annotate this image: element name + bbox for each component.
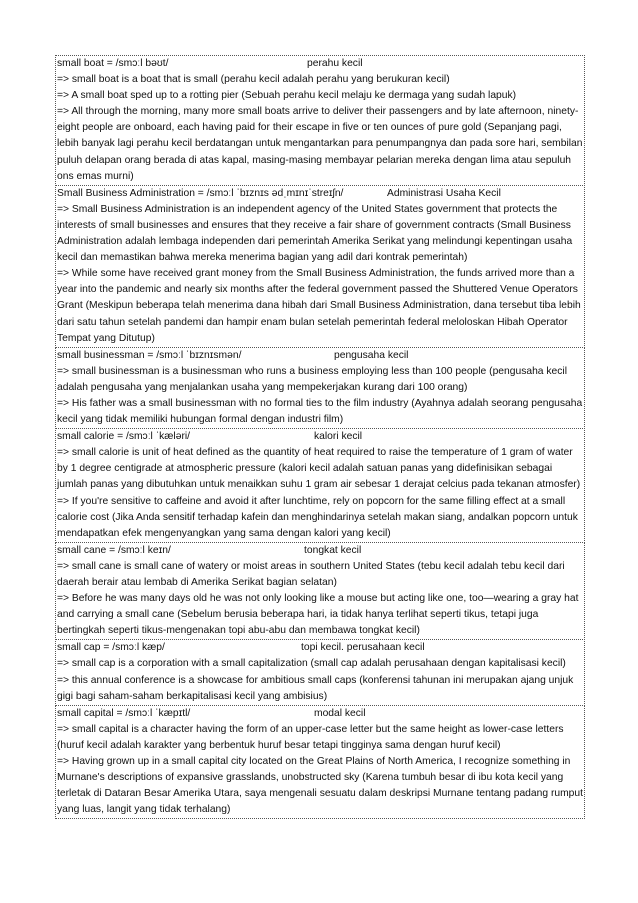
headword-pronunciation: small cane = /smɔːl keɪn/ (57, 544, 171, 556)
entry-header (57, 429, 583, 445)
entry-header (57, 640, 583, 656)
entry-header (57, 543, 583, 559)
definition-line: => small cap is a corporation with a small capitalization (small cap adalah perusahaan dengan kapitalisasi kecil) (57, 658, 566, 670)
translation: Administrasi Usaha Kecil (387, 187, 501, 199)
example-line: => Before he was many days old he was not only looking like a mouse but acting like one, too—wearing a gray hat and carrying a small cane (Sebelum berusia beberapa hari, ia tidak hanya terlihat seperti tikus, tetapi juga bertingkah seperti tikus-mengenakan topi abu-abu dan membawa tongkat kecil) (57, 593, 579, 637)
definition-line: => small boat is a boat that is small (perahu kecil adalah perahu yang berukuran kecil) (57, 74, 450, 86)
translation: kalori kecil (314, 431, 363, 443)
headword-pronunciation: small capital = /smɔːl ˈkæpɪtl/ (57, 707, 191, 719)
entry-small-capital (55, 705, 585, 820)
entry-small-calorie (55, 428, 585, 543)
translation: topi kecil. perusahaan kecil (301, 642, 425, 654)
definition-line: => small calorie is unit of heat defined as the quantity of heat required to raise the temperature of 1 gram of water by 1 degree centigrade at atmospheric pressure (kalori kecil adalah satuan panas yang didefinisikan sebagai jumlah panas yang dibutuhkan untuk menaikkan suhu 1 gram air sebesar 1 derajat celcius pada tekanan atmosfer) (57, 447, 581, 491)
definition-line: => small cane is small cane of watery or moist areas in southern United States (tebu kecil adalah tebu kecil dari daerah berair atau lembab di Amerika Serikat bagian selatan) (57, 560, 565, 588)
example-line: => Having grown up in a small capital city located on the Great Plains of North America, I recognize something in Murnane's descriptions of expansive grasslands, unobstructed sky (Karena tumbuh besar di ibu kota kecil yang terletak di Dataran Besar Amerika Utara, saya mengenali sesuatu dalam deskripsi Murnane tentang padang rumput yang luas, langit yang tidak terhalang) (57, 756, 584, 816)
definition-line: => small businessman is a businessman who runs a business employing less than 100 people (pengusaha kecil adalah pengusaha yang menjalankan usaha yang mempekerjakan kurang dari 100 orang) (57, 365, 567, 393)
entry-header (57, 348, 583, 364)
example-line: => His father was a small businessman with no formal ties to the film industry (Ayahnya adalah seorang pengusaha kecil yang tidak memiliki hubungan formal dengan industri film) (57, 397, 583, 426)
entry-header (57, 706, 583, 722)
entry-small-cap (55, 639, 585, 705)
dictionary-page (55, 56, 585, 819)
example-line: => A small boat sped up to a rotting pier (Sebuah perahu kecil melaju ke dermaga yang sudah lapuk) (57, 90, 517, 102)
example-line: => All through the morning, many more small boats arrive to deliver their passengers and by late afternoon, ninety-eight people are onboard, each having paid for their escape in five or ten ounces of pure gold (Sepanjang pagi, lebih banyak lagi perahu kecil berdatangan untuk mengantarkan para penumpangnya dan pada sore hari, sembilan puluh delapan orang berada di atas kapal, masing-masing membayar pelarian mereka dengan lima atau sepuluh ons emas murni) (57, 106, 583, 182)
headword-pronunciation: small businessman = /smɔːl ˈbɪznɪsmən/ (57, 349, 242, 361)
translation: perahu kecil (307, 58, 363, 69)
entry-small-businessman (55, 347, 585, 429)
entry-header (57, 56, 583, 72)
entry-small-business-administration (55, 185, 585, 348)
example-line: => While some have received grant money from the Small Business Administration, the funds arrived more than a year into the pandemic and nearly six months after the federal government passed the Shuttered Venue Operators Grant (Meskipun beberapa telah menerima dana hibah dari Small Business Administration, dana tersebut tiba lebih dari satu tahun setelah pandemi dan hampir enam bulan setelah pemerintah federal meloloskan Hibah Operator Tempat yang Ditutup) (57, 268, 581, 344)
entry-header (57, 186, 583, 202)
definition-line: => small capital is a character having the form of an upper-case letter but the same height as lower-case letters (huruf kecil adalah karakter yang berbentuk huruf besar tetapi tingginya sama dengan huruf kecil) (57, 723, 564, 751)
entry-small-boat (55, 55, 585, 186)
headword-pronunciation: Small Business Administration = /smɔːl ˈbɪznɪs ədˌmɪnɪˈstreɪʃn/ (57, 187, 344, 199)
translation: pengusaha kecil (334, 349, 409, 361)
headword-pronunciation: small calorie = /smɔːl ˈkæləri/ (57, 431, 191, 443)
translation: modal kecil (314, 707, 366, 719)
headword-pronunciation: small boat = /smɔːl bəʊt/ (57, 58, 169, 69)
entry-small-cane (55, 542, 585, 641)
headword-pronunciation: small cap = /smɔːl kæp/ (57, 642, 165, 654)
definition-line: => Small Business Administration is an independent agency of the United States government that protects the interests of small businesses and ensures that they receive a fair share of government contracts (Small Business Administration adalah lembaga independen dari pemerintah Amerika Serikat yang melindungi kepentingan usaha kecil dan memastikan bahwa mereka menerima bagian yang adil dari kontrak pemerintah) (57, 203, 573, 264)
translation: tongkat kecil (304, 544, 362, 556)
example-line: => this annual conference is a showcase for ambitious small caps (konferensi tahunan ini merupakan ajang unjuk gigi bagi saham-saham berkapitalisasi kecil yang ambisius) (57, 674, 574, 702)
example-line: => If you're sensitive to caffeine and avoid it after lunchtime, rely on popcorn for the same filling effect at a small calorie cost (Jika Anda sensitif terhadap kafein dan menghindarinya setelah makan siang, andalkan popcorn untuk mendapatkan efek mengenyangkan yang sama dengan kalori yang kecil) (57, 495, 578, 539)
